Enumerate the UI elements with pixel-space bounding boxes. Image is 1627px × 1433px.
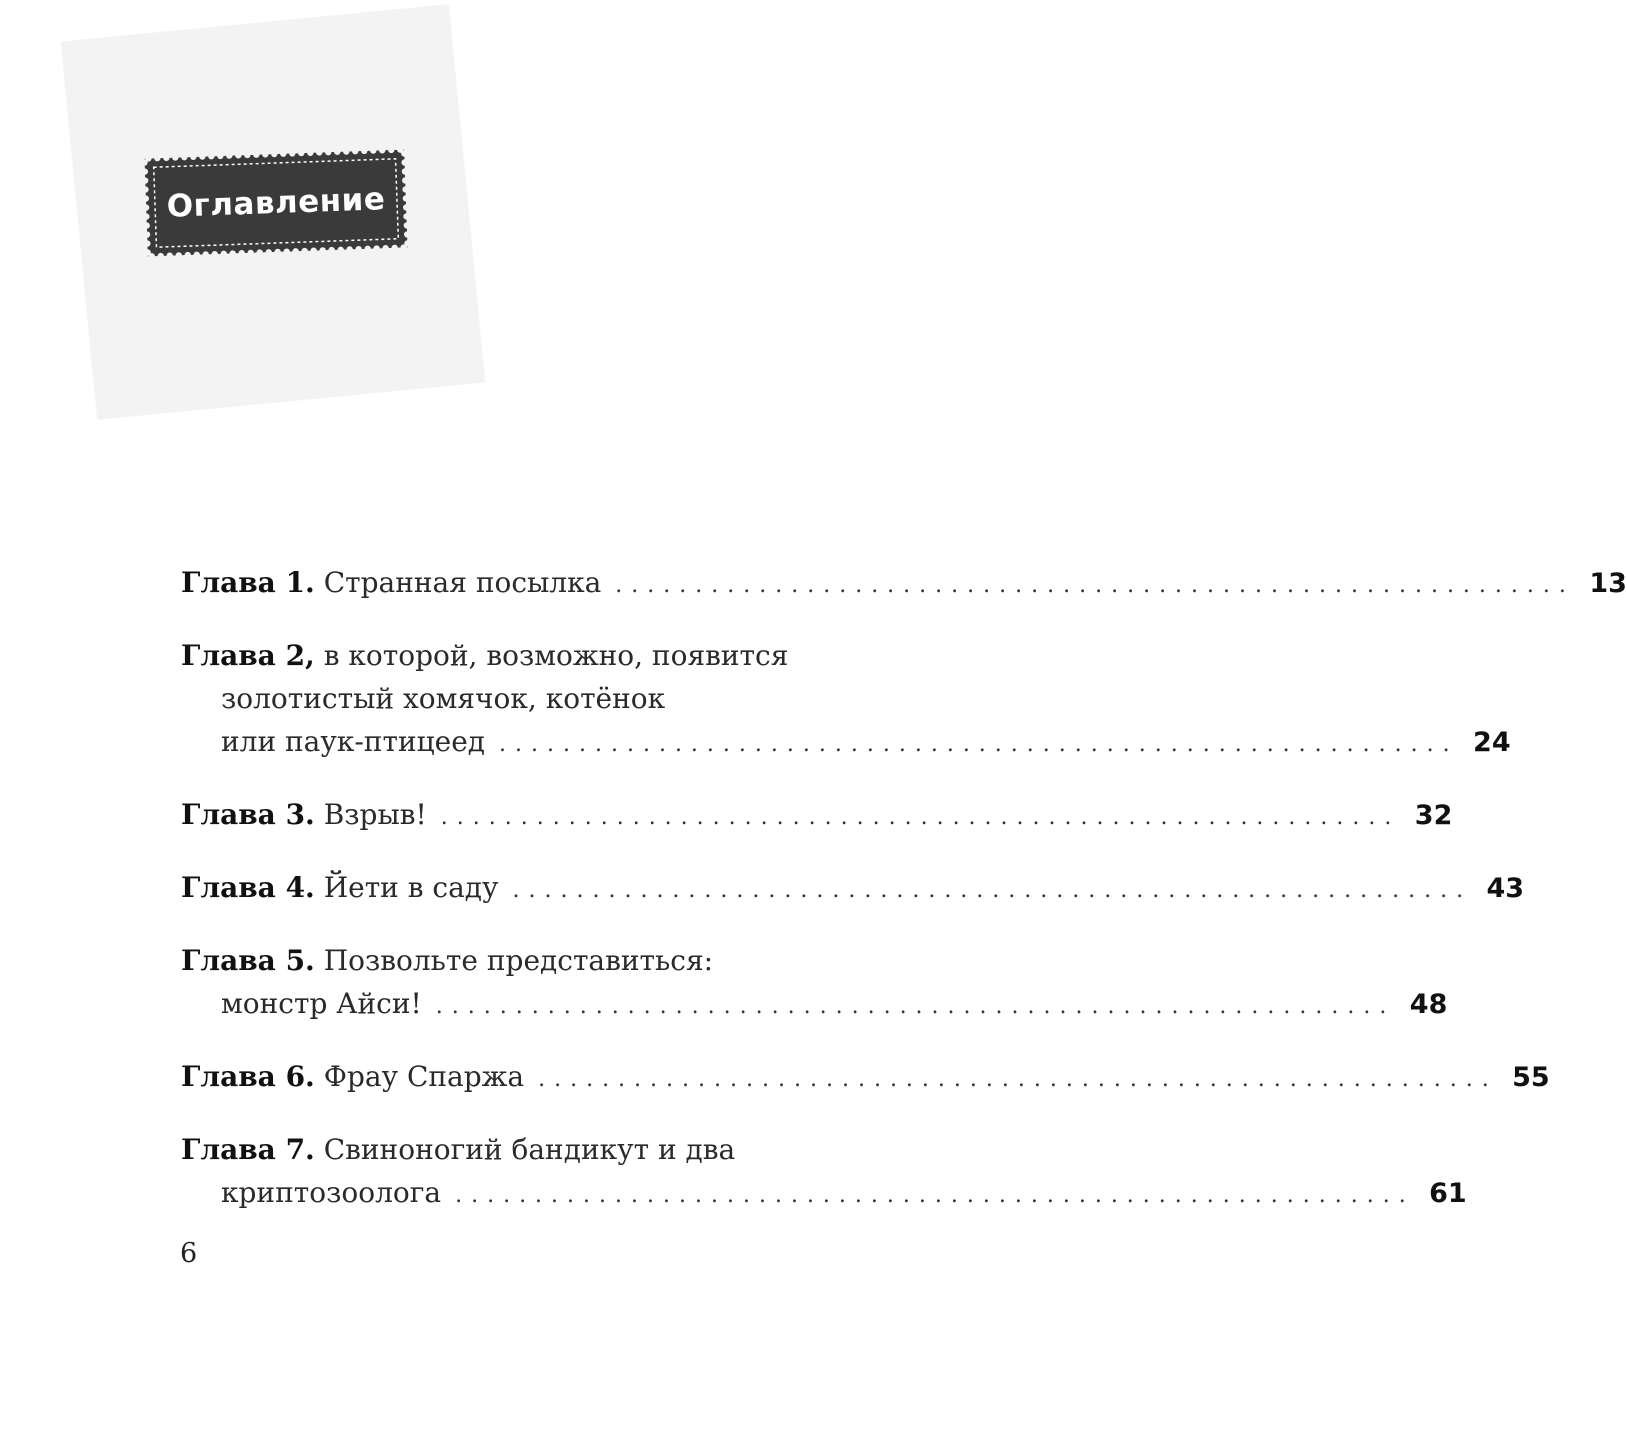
toc-entry[interactable] — [181, 639, 1511, 768]
chapter-label: Глава 6. — [181, 1060, 315, 1093]
toc-line — [181, 682, 866, 725]
toc-entry[interactable] — [181, 798, 1453, 841]
page-number: 6 — [180, 1238, 198, 1269]
table-of-contents — [181, 566, 1627, 1249]
leader-dots: ............................................................ — [440, 805, 1401, 830]
toc-line — [181, 639, 866, 682]
chapter-title: в которой, возможно, появится — [323, 639, 789, 672]
chapter-page: 55 — [1512, 1062, 1550, 1093]
title-stamp — [144, 149, 407, 256]
page-title: Оглавление — [166, 181, 386, 225]
leader-dots: ............................................................ — [512, 878, 1473, 903]
chapter-label: Глава 1. — [181, 566, 315, 599]
chapter-title: криптозоолога — [221, 1176, 442, 1209]
toc-line — [181, 798, 1453, 841]
leader-dots: ............................................................ — [499, 732, 1459, 757]
toc-entry[interactable] — [181, 1060, 1550, 1103]
toc-line — [181, 987, 1448, 1030]
chapter-title: Странная посылка — [323, 566, 602, 599]
leader-dots: ............................................................ — [615, 573, 1575, 598]
chapter-page: 48 — [1409, 989, 1448, 1020]
chapter-page: 24 — [1473, 727, 1511, 758]
chapter-label: Глава 2, — [181, 639, 315, 672]
chapter-label: Глава 4. — [181, 871, 315, 904]
chapter-page: 43 — [1486, 873, 1525, 904]
toc-line — [181, 725, 1511, 768]
leader-dots: ............................................................ — [435, 994, 1396, 1019]
chapter-label: Глава 7. — [181, 1133, 315, 1166]
chapter-title: Фрау Спаржа — [323, 1060, 525, 1093]
toc-line — [181, 944, 866, 987]
chapter-title: Взрыв! — [323, 798, 427, 831]
chapter-title: Свиноногий бандикут и два — [323, 1133, 736, 1166]
chapter-title: монстр Айси! — [221, 987, 422, 1020]
toc-line — [181, 1176, 1467, 1219]
toc-entry[interactable] — [181, 566, 1627, 609]
toc-line — [181, 566, 1627, 609]
chapter-title: золотистый хомячок, котёнок — [221, 682, 666, 715]
leader-dots: ............................................................ — [538, 1067, 1498, 1092]
chapter-label: Глава 5. — [181, 944, 315, 977]
toc-entry[interactable] — [181, 871, 1525, 914]
chapter-page: 61 — [1429, 1178, 1467, 1209]
chapter-label: Глава 3. — [181, 798, 315, 831]
toc-line — [181, 871, 1525, 914]
toc-line — [181, 1133, 866, 1176]
chapter-title: Йети в саду — [323, 871, 499, 904]
chapter-title: или паук-птицеед — [221, 725, 486, 758]
chapter-title: Позвольте представиться: — [323, 944, 714, 977]
toc-entry[interactable] — [181, 944, 1448, 1030]
toc-line — [181, 1060, 1550, 1103]
leader-dots: ............................................................ — [455, 1183, 1415, 1208]
chapter-page: 32 — [1414, 800, 1453, 831]
chapter-page: 13 — [1589, 568, 1627, 599]
toc-entry[interactable] — [181, 1133, 1467, 1219]
